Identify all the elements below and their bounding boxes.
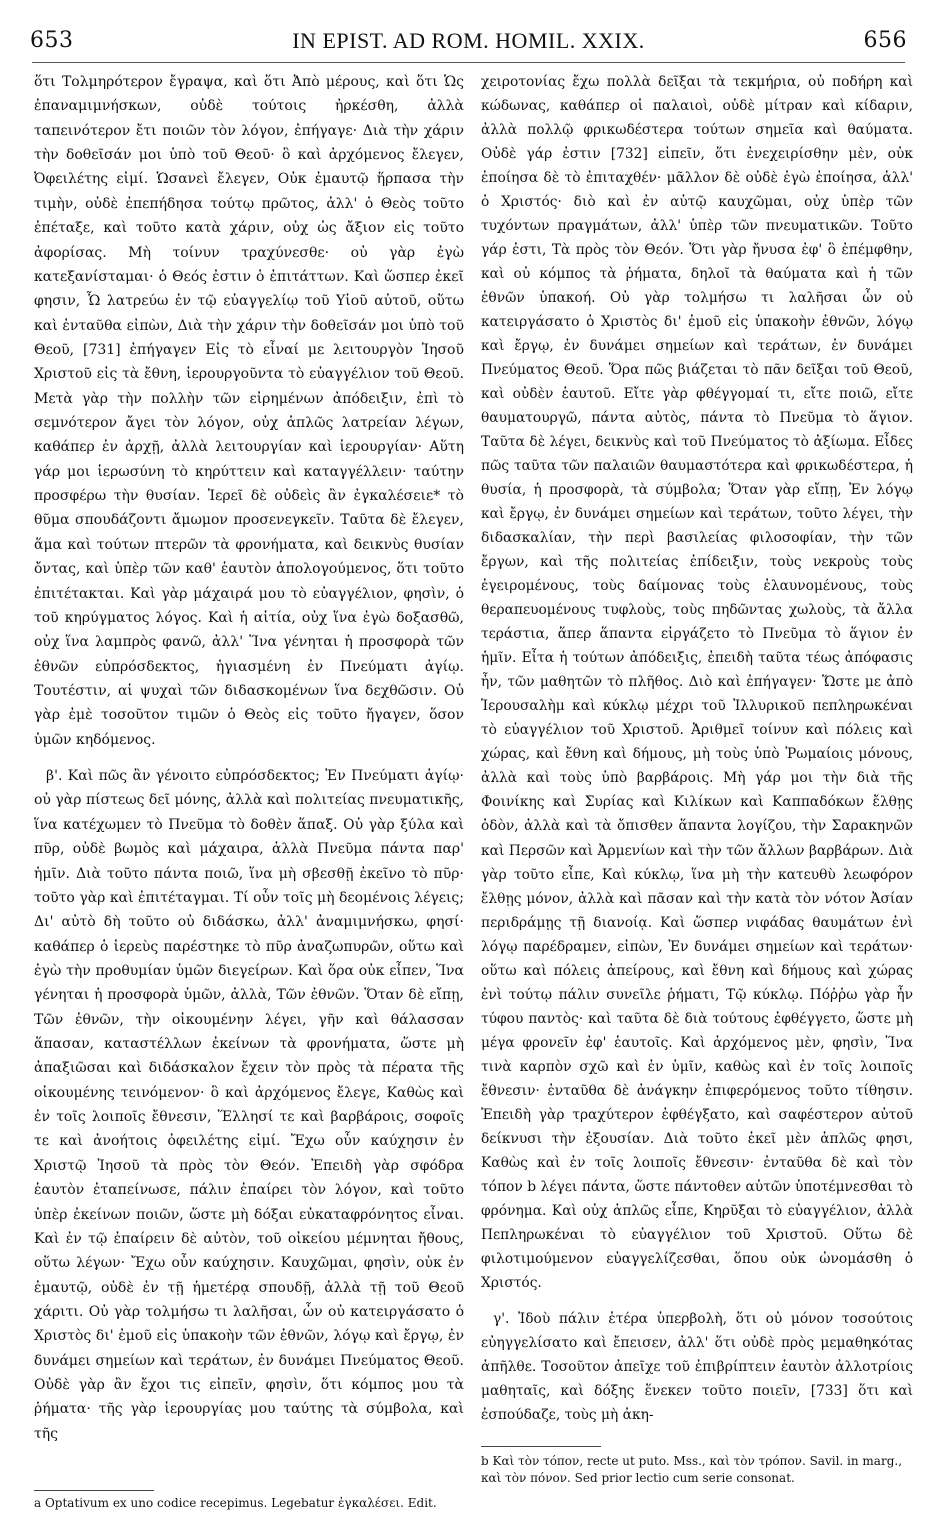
right-paragraph-2-section-gamma: γ'. Ἰδοὺ πάλιν ἑτέρα ὑπερβολὴ, ὅτι οὐ μόνον τοσούτοις εὐηγγελίσατο καὶ ἔπεισεν, ἀλλ' ὅτι οὐδὲ πρὸς μεμαθηκότας ἀπῆλθε. Τοσοῦτον ἀπεῖχε τοῦ ἐπιβρίπτειν ἑαυτὸν ἀλλοτρίοις μαθηταῖς, καὶ δόξης ἕνεκεν τοῦτο ποιεῖν, [733] ὅτι καὶ ἐσπούδαζε, τοὺς μὴ ἀκη-	[481, 1310, 913, 1423]
left-paragraph-2-section-beta: β'. Καὶ πῶς ἂν γένοιτο εὐπρόσδεκτος; Ἐν Πνεύματι ἁγίῳ· οὐ γὰρ πίστεως δεῖ μόνης, ἀλλὰ καὶ πολιτείας πνευματικῆς, ἵνα κατέχωμεν τὸ Πνεῦμα τὸ δοθὲν ἅπαξ. Οὐ γὰρ ξύλα καὶ πῦρ, οὐδὲ βωμὸς καὶ μάχαιρα, ἀλλὰ Πνεῦμα πάντα παρ' ἡμῖν. Διὰ τοῦτο πάντα ποιῶ, ἵνα μὴ σβεσθῇ ἐκεῖνο τὸ πῦρ· τοῦτο γὰρ καὶ ἐπιτέταγμαι. Τί οὖν τοῖς μὴ δεομένοις λέγεις; Δι' αὐτὸ δὴ τοῦτο οὐ διδάσκω, ἀλλ' ἀναμιμνήσκω, φησί· καθάπερ ὁ ἱερεὺς παρέστηκε τὸ πῦρ ἀναζωπυρῶν, οὕτω καὶ ἐγὼ τὴν προθυμίαν ὑμῶν διεγείρων. Καὶ ὅρα οὐκ εἶπεν, Ἵνα γένηται ἡ προσφορὰ ὑμῶν, ἀλλὰ, Τῶν ἐθνῶν. Ὅταν δὲ εἴπῃ, Τῶν ἐθνῶν, τὴν οἰκουμένην λέγει, γῆν καὶ θάλασσαν ἅπασαν, καταστέλλων ἐκείνων τὰ φρονήματα, ὥστε μὴ ἀπαξιῶσαι καὶ διδάσκαλον ἔχειν τὸν πρὸς τὰ πέρατα τῆς οἰκουμένης τεινόμενον· ὃ καὶ ἀρχόμενος ἔλεγε, Καθὼς καὶ ἐν τοῖς λοιποῖς ἔθνεσιν, Ἕλλησί τε καὶ βαρβάροις, σοφοῖς τε καὶ ἀνοήτοις ὀφειλέτης εἰμί. Ἔχω οὖν καύχησιν ἐν Χριστῷ Ἰησοῦ τὰ πρὸς τὸν Θεόν. Ἐπειδὴ γὰρ σφόδρα ἑαυτὸν ἐταπείνωσε, πάλιν ἐπαίρει τὸν λόγον, καὶ τοῦτο ὑπὲρ ἐκείνων ποιῶν, ὥστε μὴ δόξαι εὐκαταφρόνητος εἶναι. Καὶ ἐν τῷ ἐπαίρειν δὲ αὐτὸν, τοῦ οἰκείου μέμνηται ἤθους, οὕτω λέγων· Ἔχω οὖν καύχησιν. Καυχῶμαι, φησὶν, οὐκ ἐν ἐμαυτῷ, οὐδὲ ἐν τῇ ἡμετέρᾳ σπουδῇ, ἀλλὰ τῇ τοῦ Θεοῦ χάριτι. Οὐ γὰρ τολμήσω τι λαλῆσαι, ὧν οὐ κατειργάσατο ὁ Χριστὸς δι' ἐμοῦ εἰς ὑπακοὴν τῶν ἐθνῶν, λόγῳ καὶ ἔργῳ, ἐν δυνάμει σημείων καὶ τεράτων, ἐν δυνάμει Πνεύματος Θεοῦ. Οὐδὲ γὰρ ἂν ἔχοι τις εἰπεῖν, φησὶν, ὅτι κόμπος μου τὰ ῥήματα· τῆς γὰρ ἱερουργίας μου ταύτης τὰ σύμβολα, καὶ τῆς	[34, 768, 464, 1442]
footnote-rule-left	[34, 1490, 154, 1491]
footnote-right: b Καὶ τὸν τόπον, recte ut puto. Mss., καὶ τὸν τρόπον. Savil. in marg., καὶ τὸν πόνον. Sed prior lectio cum serie consonat.	[481, 1454, 903, 1485]
right-column	[481, 70, 913, 1427]
right-paragraph-1: χειροτονίας ἔχω πολλὰ δεῖξαι τὰ τεκμήρια, οὐ ποδήρη καὶ κώδωνας, καθάπερ οἱ παλαιοὶ, οὐδὲ μίτραν καὶ κίδαριν, ἀλλὰ πολλῷ φρικωδέστερα τούτων σημεῖα καὶ θαύματα. Οὐδὲ γάρ ἐστιν [732] εἰπεῖν, ὅτι ἐνεχειρίσθην μὲν, οὐκ ἐποίησα δὲ τὸ ἐπιταχθέν· μᾶλλον δὲ οὐδὲ ἐγὼ ἐποίησα, ἀλλ' ὁ Χριστός· διὸ καὶ ἐν αὐτῷ καυχῶμαι, οὐχ ὑπὲρ τῶν τυχόντων πραγμάτων, ἀλλ' ὑπὲρ τῶν πνευματικῶν. Τοῦτο γάρ ἐστι, Τὰ πρὸς τὸν Θεόν. Ὅτι γὰρ ἤνυσα ἐφ' ὃ ἐπέμφθην, καὶ οὐ κόμπος τὰ ῥήματα, δηλοῖ τὰ θαύματα καὶ ἡ τῶν ἐθνῶν ὑπακοή. Οὐ γὰρ τολμήσω τι λαλῆσαι ὧν οὐ κατειργάσατο ὁ Χριστὸς δι' ἐμοῦ εἰς ὑπακοὴν ἐθνῶν, λόγῳ καὶ ἔργῳ, ἐν δυνάμει σημείων καὶ τεράτων, ἐν δυνάμει Πνεύματος Θεοῦ. Ὅρα πῶς βιάζεται τὸ πᾶν δεῖξαι τοῦ Θεοῦ, καὶ οὐδὲν ἑαυτοῦ. Εἴτε γὰρ φθέγγομαί τι, εἴτε ποιῶ, εἴτε θαυματουργῶ, πάντα αὐτὸς, πάντα τὸ Πνεῦμα τὸ ἅγιον. Ταῦτα δὲ λέγει, δεικνὺς καὶ τοῦ Πνεύματος τὸ ἀξίωμα. Εἶδες πῶς ταῦτα τῶν παλαιῶν θαυμαστότερα καὶ φρικωδέστερα, ἡ θυσία, ἡ προσφορὰ, τὰ σύμβολα; Ὅταν γὰρ εἴπῃ, Ἐν λόγῳ καὶ ἔργῳ, ἐν δυνάμει σημείων καὶ τεράτων, τοῦτο λέγει, τὴν διδασκαλίαν, τὴν περὶ βασιλείας φιλοσοφίαν, τὴν τῶν ἔργων, καὶ τῆς πολιτείας ἐπίδειξιν, τοὺς νεκροὺς τοὺς ἐγειρομένους, τοὺς δαίμονας τοὺς ἐλαυνομένους, τοὺς θεραπευομένους τυφλοὺς, τοὺς πηδῶντας χωλοὺς, τὰ ἄλλα τεράστια, ἅπερ ἅπαντα εἰργάζετο τὸ Πνεῦμα τὸ ἅγιον ἐν ἡμῖν. Εἶτα ἡ τούτων ἀπόδειξις, ἐπειδὴ ταῦτα τέως ἀπόφασις ἦν, τῶν μαθητῶν τὸ πλῆθος. Διὸ καὶ ἐπήγαγεν· Ὥστε με ἀπὸ Ἱερουσαλὴμ καὶ κύκλῳ μέχρι τοῦ Ἰλλυρικοῦ πεπληρωκέναι τὸ εὐαγγέλιον τοῦ Χριστοῦ. Ἀριθμεῖ τοίνυν καὶ πόλεις καὶ χώρας, καὶ ἔθνη καὶ δήμους, μὴ τοὺς ὑπὸ Ῥωμαίοις μόνους, ἀλλὰ καὶ τοὺς ὑπὸ βαρβάροις. Μὴ γάρ μοι τὴν διὰ τῆς Φοινίκης καὶ Συρίας καὶ Κιλίκων καὶ Καππαδόκων ἔλθῃς ὁδὸν, ἀλλὰ καὶ τὰ ὄπισθεν ἅπαντα λογίζου, τὴν Σαρακηνῶν καὶ Περσῶν καὶ Ἀρμενίων καὶ τὴν τῶν ἄλλων βαρβάρων. Διὰ γὰρ τοῦτο εἶπε, Καὶ κύκλῳ, ἵνα μὴ τὴν κατευθὺ λεωφόρον ἔλθῃς μόνον, ἀλλὰ καὶ πᾶσαν καὶ τὴν κατὰ τὸν νότον Ἀσίαν περιδράμῃς τῇ διανοίᾳ. Καὶ ὥσπερ νιφάδας θαυμάτων ἐνὶ λόγῳ παρέδραμεν, εἰπὼν, Ἐν δυνάμει σημείων καὶ τεράτων· οὕτω καὶ πόλεις ἀπείρους, καὶ ἔθνη καὶ δήμους καὶ χώρας ἐνὶ τούτῳ πάλιν συνεῖλε ῥήματι, Τῷ κύκλῳ. Πόῤῥω γὰρ ἦν τύφου παντὸς· καὶ ταῦτα δὲ διὰ τούτους ἐφθέγγετο, ὥστε μὴ μέγα φρονεῖν ἐφ' ἑαυτοῖς. Καὶ ἀρχόμενος μὲν, φησὶν, Ἵνα τινὰ καρπὸν σχῶ καὶ ἐν ὑμῖν, καθὼς καὶ ἐν τοῖς λοιποῖς ἔθνεσιν· ἐνταῦθα δὲ ἀνάγκην ἐπιφερόμενος τοῦτο τίθησιν. Ἐπειδὴ γὰρ τραχύτερον ἐφθέγξατο, καὶ σαφέστερον αὐτοῦ δείκνυσι τὴν ἐξουσίαν. Διὰ τοῦτο ἐκεῖ μὲν ἁπλῶς φησι, Καθὼς καὶ ἐν τοῖς λοιποῖς ἔθνεσιν· ἐνταῦθα δὲ καὶ τὸν τόπον b λέγει πάντα, ὥστε πάντοθεν αὐτῶν ὑποτέμνεσθαι τὸ φρόνημα. Καὶ οὐχ ἁπλῶς εἶπε, Κηρῦξαι τὸ εὐαγγέλιον, ἀλλὰ Πεπληρωκέναι τὸ εὐαγγέλιον τοῦ Χριστοῦ. Οὕτω δὲ φιλοτιμούμενον εὐαγγελίζεσθαι, ὅπου οὐκ ὠνομάσθη ὁ Χριστός.	[481, 74, 913, 1291]
page-number-left: 653	[30, 28, 74, 53]
running-header	[30, 28, 907, 62]
left-column	[34, 70, 464, 1446]
footnote-left: a Optativum ex uno codice recepimus. Legebatur ἐγκαλέσει. Edit.	[34, 1496, 437, 1510]
running-title: IN EPIST. AD ROM. HOMIL. XXIX.	[292, 28, 645, 53]
footnote-rule-right	[481, 1446, 601, 1447]
page-number-right: 656	[863, 28, 907, 53]
header-rule	[32, 62, 905, 63]
left-paragraph-1: ὅτι Τολμηρότερον ἔγραψα, καὶ ὅτι Ἀπὸ μέρους, καὶ ὅτι Ὡς ἐπαναμιμνήσκων, οὐδὲ τούτοις ἠρκέσθη, ἀλλὰ ταπεινότερον ἔτι ποιῶν τὸν λόγον, ἐπήγαγε· Διὰ τὴν χάριν τὴν δοθεῖσάν μοι ὑπὸ τοῦ Θεοῦ· ὃ καὶ ἀρχόμενος ἔλεγεν, Ὀφειλέτης εἰμί. Ὡσανεὶ ἔλεγεν, Οὐκ ἐμαυτῷ ἥρπασα τὴν τιμὴν, οὐδὲ ἐπεπήδησα τούτῳ πρῶτος, ἀλλ' ὁ Θεὸς τοῦτο ἐπέταξε, καὶ τοῦτο κατὰ χάριν, οὐχ ὡς ἄξιον εἰς τοῦτο ἀφορίσας. Μὴ τοίνυν τραχύνεσθε· οὐ γὰρ ἐγὼ κατεξανίσταμαι· ὁ Θεός ἐστιν ὁ ἐπιτάττων. Καὶ ὥσπερ ἐκεῖ φησιν, Ὧ λατρεύω ἐν τῷ εὐαγγελίῳ τοῦ Υἱοῦ αὐτοῦ, οὕτω καὶ ἐνταῦθα εἰπὼν, Διὰ τὴν χάριν τὴν δοθεῖσάν μοι ὑπὸ τοῦ Θεοῦ, [731] ἐπήγαγεν Εἰς τὸ εἶναί με λειτουργὸν Ἰησοῦ Χριστοῦ εἰς τὰ ἔθνη, ἱερουργοῦντα τὸ εὐαγγέλιον τοῦ Θεοῦ. Μετὰ γὰρ τὴν πολλὴν τῶν εἰρημένων ἀπόδειξιν, ἐπὶ τὸ σεμνότερον ἄγει τὸν λόγον, οὐχ ἁπλῶς λατρείαν λέγων, καθάπερ ἐν ἀρχῇ, ἀλλὰ λειτουργίαν καὶ ἱερουργίαν· Αὕτη γάρ μοι ἱερωσύνη τὸ κηρύττειν καὶ καταγγέλλειν· ταύτην προσφέρω τὴν θυσίαν. Ἱερεῖ δὲ οὐδεὶς ἂν ἐγκαλέσειε* τὸ θῦμα σπουδάζοντι ἄμωμον προσενεγκεῖν. Ταῦτα δὲ ἔλεγεν, ἅμα καὶ τούτων πτερῶν τὰ φρονήματα, καὶ δεικνὺς θυσίαν ὄντας, καὶ ὑπὲρ τῶν καθ' ἑαυτὸν ἀπολογούμενος, ὅτι τοῦτο ἐπιτέτακται. Καὶ γὰρ μάχαιρά μου τὸ εὐαγγέλιον, φησὶν, ὁ τοῦ κηρύγματος λόγος. Καὶ ἡ αἰτία, οὐχ ἵνα ἐγὼ δοξασθῶ, οὐχ ἵνα λαμπρὸς φανῶ, ἀλλ' Ἵνα γένηται ἡ προσφορὰ τῶν ἐθνῶν εὐπρόσδεκτος, ἡγιασμένη ἐν Πνεύματι ἁγίῳ. Τουτέστιν, αἱ ψυχαὶ τῶν διδασκομένων ἵνα δεχθῶσιν. Οὐ γὰρ ἐμὲ τοσοῦτον τιμῶν ὁ Θεὸς εἰς τοῦτο ἤγαγεν, ὅσον ὑμῶν κηδόμενος.	[34, 74, 464, 748]
